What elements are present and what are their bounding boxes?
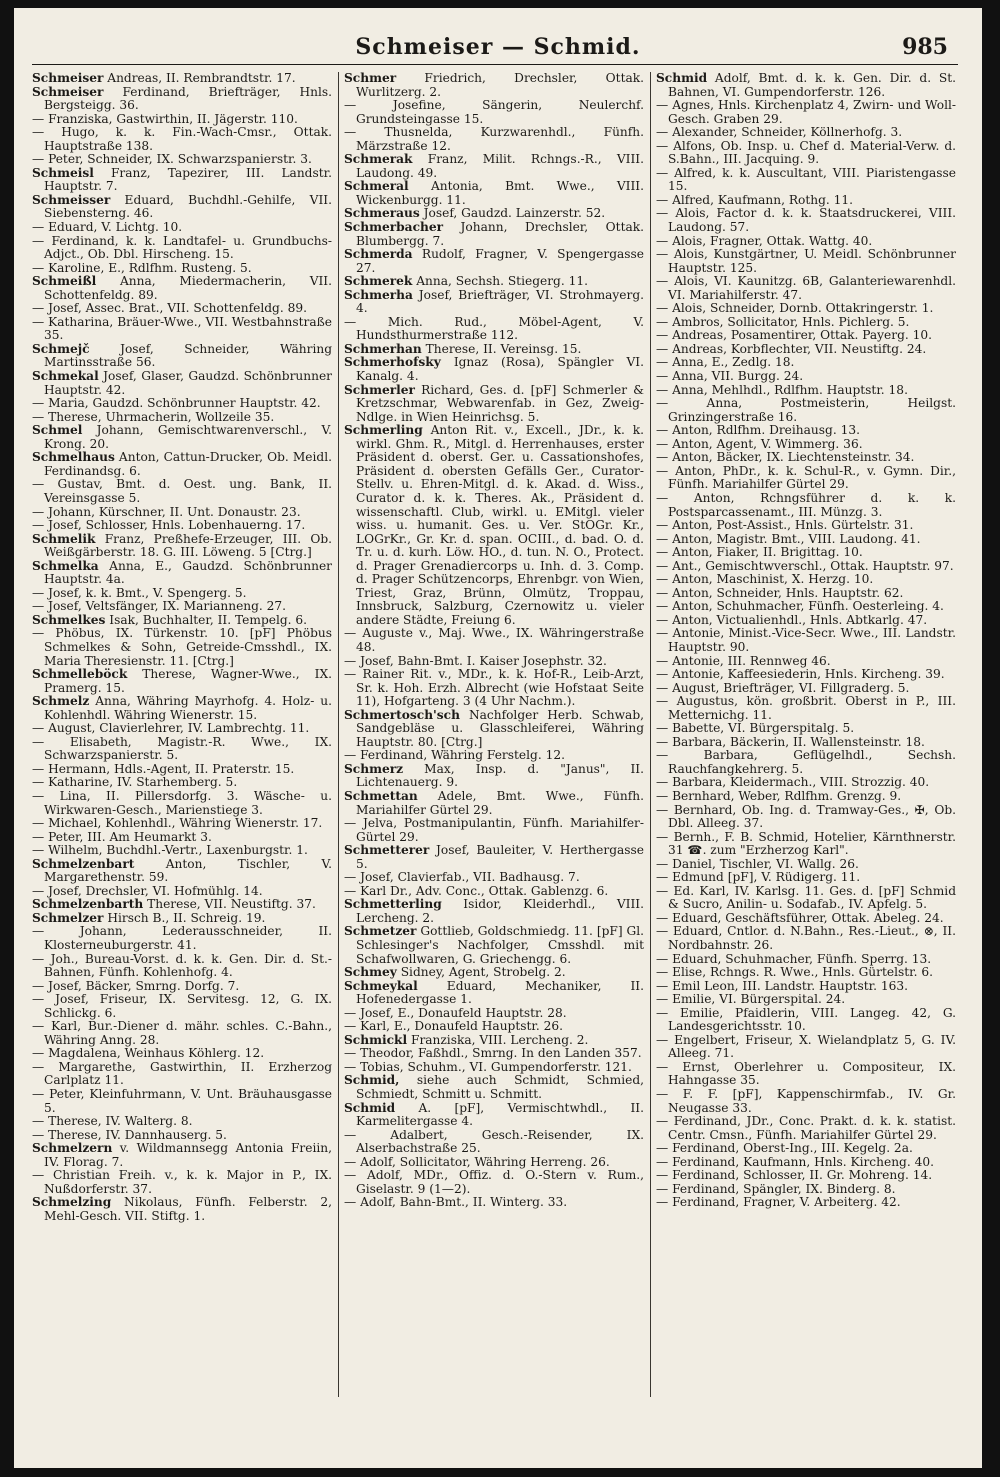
- directory-entry: — Karl, E., Donaufeld Hauptstr. 26.: [344, 1020, 644, 1034]
- directory-entry: Schmerda Rudolf, Fragner, V. Spengergasse 27.: [344, 247, 644, 275]
- directory-entry: Schmelzenbart Anton, Tischler, V. Margarethenstr. 59.: [32, 856, 332, 885]
- directory-entry: — Rainer Rit. v., MDr., k. k. Hof-R., Leib-Arzt, Sr. k. Hoh. Erzh. Albrecht (wie Hofstaat Seite 11), Hofgarteng. 3 (4 Uhr Nachm.).: [344, 668, 644, 709]
- directory-entry: — Josef, Veltsfänger, IX. Marianneng. 27.: [32, 600, 332, 614]
- directory-entry: — Michael, Kohlenhdl., Währing Wienerstr. 17.: [32, 817, 332, 831]
- directory-entry: — Margarethe, Gastwirthin, II. Erzherzog Carlplatz 11.: [32, 1061, 332, 1088]
- surname: Schmid: [344, 1100, 396, 1115]
- directory-entry: — Engelbert, Friseur, X. Wielandplatz 5, G. IV. Alleeg. 71.: [656, 1034, 956, 1061]
- directory-entry: Schmelik Franz, Preßhefe-Erzeuger, III. Ob. Weißgärberstr. 18. G. III. Löweng. 5 [Ctrg.]: [32, 531, 332, 560]
- surname: Schmerz: [344, 761, 404, 776]
- directory-entry: — Adolf, Bahn-Bmt., II. Winterg. 33.: [344, 1196, 644, 1210]
- directory-entry: — Josef, Assec. Brat., VII. Schottenfeldg. 89.: [32, 302, 332, 316]
- directory-entry: Schmeiser Andreas, II. Rembrandtstr. 17.: [32, 71, 296, 85]
- directory-entry: — Wilhelm, Buchdhl.-Vertr., Laxenburgstr. 1.: [32, 844, 332, 858]
- directory-entry: — Bernhard, Ob. Ing. d. Tramway-Ges., ✠, Ob. Dbl. Alleeg. 37.: [656, 804, 956, 831]
- surname: Schmeral: [344, 179, 409, 194]
- directory-entry: — Adalbert, Gesch.-Reisender, IX. Alserbachstraße 25.: [344, 1129, 644, 1156]
- directory-entry: — Eduard, Schuhmacher, Fünfh. Sperrg. 13.: [656, 953, 956, 967]
- directory-entry: — Johann, Kürschner, II. Unt. Donaustr. 23.: [32, 506, 332, 520]
- directory-entry: — Anna, Mehlhdl., Rdlfhm. Hauptstr. 18.: [656, 384, 956, 398]
- directory-entry: — Antonie, Kaffeesiederin, Hnls. Kircheng. 39.: [656, 668, 956, 682]
- directory-entry: — Gustav, Bmt. d. Oest. ung. Bank, II. Vereinsgasse 5.: [32, 478, 332, 505]
- directory-entry: Schmeykal Eduard, Mechaniker, II. Hofenedergasse 1.: [344, 978, 644, 1007]
- directory-entry: Schmelkes Isak, Buchhalter, II. Tempelg. 6.: [32, 612, 308, 627]
- directory-entry: — Elisabeth, Magistr.-R. Wwe., IX. Schwarzspanierstr. 5.: [32, 736, 332, 763]
- directory-entry: — Katharina, Bräuer-Wwe., VII. Westbahnstraße 35.: [32, 316, 332, 343]
- directory-entry: — August, Briefträger, VI. Fillgraderg. 5.: [656, 682, 956, 696]
- surname: Schmettan: [344, 788, 418, 803]
- directory-entry: Schmeißl Anna, Miedermacherin, VII. Schottenfeldg. 89.: [32, 274, 332, 302]
- directory-entry: Schmelhaus Anton, Cattun-Drucker, Ob. Meidl. Ferdinandsg. 6.: [32, 450, 332, 478]
- directory-entry: — Anton, Schuhmacher, Fünfh. Oesterleing. 4.: [656, 600, 956, 614]
- directory-entry: — Anton, PhDr., k. k. Schul-R., v. Gymn. Dir., Fünfh. Mariahilfer Gürtel 29.: [656, 465, 956, 492]
- directory-entry: — Ferdinand, Kaufmann, Hnls. Kircheng. 40.: [656, 1156, 956, 1170]
- directory-entry: Schmelzing Nikolaus, Fünfh. Felberstr. 2, Mehl-Gesch. VII. Stiftg. 1.: [32, 1195, 332, 1223]
- surname: Schmertosch'sch: [344, 707, 460, 722]
- directory-entry: — Emilie, Pfaidlerin, VIII. Langeg. 42, G. Landesgerichtsstr. 10.: [656, 1007, 956, 1034]
- directory-entry: — Alois, Kunstgärtner, U. Meidl. Schönbrunner Hauptstr. 125.: [656, 248, 956, 275]
- directory-entry: Schmerek Anna, Sechsh. Stiegerg. 11.: [344, 274, 588, 289]
- directory-entry: Schmey Sidney, Agent, Strobelg. 2.: [344, 965, 566, 980]
- column-divider: [650, 72, 651, 1397]
- directory-entry: — Ambros, Sollicitator, Hnls. Pichlerg. 5.: [656, 316, 956, 330]
- directory-entry: — August, Clavierlehrer, IV. Lambrechtg. 11.: [32, 722, 332, 736]
- column-left: [32, 72, 332, 1223]
- directory-entry: — Anna, VII. Burgg. 24.: [656, 370, 956, 384]
- surname: Schmelhaus: [32, 450, 115, 465]
- directory-entry: — Josefine, Sängerin, Neulerchf. Grundsteingasse 15.: [344, 99, 644, 126]
- surname: Schmerling: [344, 423, 423, 438]
- directory-entry: — Elise, Rchngs. R. Wwe., Hnls. Gürtelstr. 6.: [656, 966, 956, 980]
- directory-entry: — Anton, Post-Assist., Hnls. Gürtelstr. 31.: [656, 519, 956, 533]
- directory-entry: — Andreas, Posamentirer, Ottak. Payerg. 10.: [656, 329, 956, 343]
- directory-entry: — Ferdinand, Schlosser, II. Gr. Mohreng. 14.: [656, 1169, 956, 1183]
- directory-entry: — Ferdinand, Währing Ferstelg. 12.: [344, 749, 644, 763]
- directory-entry: — Ant., Gemischtwverschl., Ottak. Hauptstr. 97.: [656, 560, 956, 574]
- surname: Schmid: [656, 71, 708, 85]
- running-title: Schmeiser — Schmid.: [355, 34, 641, 60]
- surname: Schmetterer: [344, 843, 430, 858]
- directory-entry: Schmelz Anna, Währing Mayrhofg. 4. Holz- u. Kohlenhdl. Währing Wienerstr. 15.: [32, 694, 332, 722]
- directory-entry: — Anna, Postmeisterin, Heilgst. Grinzingerstraße 16.: [656, 397, 956, 424]
- directory-entry: — Ferdinand, Fragner, V. Arbeiterg. 42.: [656, 1196, 956, 1210]
- directory-entry: — Christian Freih. v., k. k. Major in P., IX. Nußdorferstr. 37.: [32, 1169, 332, 1196]
- surname: Schmerak: [344, 152, 413, 167]
- directory-entry: — Peter, III. Am Heumarkt 3.: [32, 831, 332, 845]
- directory-entry: — Auguste v., Maj. Wwe., IX. Währingerstraße 48.: [344, 627, 644, 654]
- directory-entry: Schmid Adolf, Bmt. d. k. k. Gen. Dir. d. St. Bahnen, VI. Gumpendorferstr. 126.: [656, 71, 956, 99]
- directory-page: [14, 8, 982, 1468]
- surname: Schmerhofsky: [344, 355, 441, 370]
- column-right: [656, 72, 956, 1210]
- surname: Schmid,: [344, 1073, 400, 1088]
- directory-entry: — Anton, Bäcker, IX. Liechtensteinstr. 34.: [656, 451, 956, 465]
- directory-entry: — Josef, Bahn-Bmt. I. Kaiser Josephstr. 32.: [344, 655, 644, 669]
- directory-entry: — Eduard, V. Lichtg. 10.: [32, 221, 332, 235]
- surname: Schmeisl: [32, 165, 94, 180]
- directory-entry: — Ferdinand, k. k. Landtafel- u. Grundbuchs-Adjct., Ob. Dbl. Hirscheng. 15.: [32, 235, 332, 262]
- directory-entry: Schmeisl Franz, Tapezirer, III. Landstr. Hauptstr. 7.: [32, 165, 332, 194]
- column-middle: [344, 72, 644, 1210]
- directory-entry: — Therese, IV. Dannhauserg. 5.: [32, 1129, 332, 1143]
- surname: Schmelzern: [32, 1141, 113, 1156]
- directory-entry: — Emilie, VI. Bürgerspital. 24.: [656, 993, 956, 1007]
- directory-entry: — Bernh., F. B. Schmid, Hotelier, Kärnthnerstr. 31 ☎. zum "Erzherzog Karl".: [656, 831, 956, 858]
- directory-entry: — Alfred, Kaufmann, Rothg. 11.: [656, 194, 956, 208]
- directory-entry: — Josef, Friseur, IX. Servitesg. 12, G. IX. Schlickg. 6.: [32, 993, 332, 1020]
- surname: Schmer: [344, 71, 397, 85]
- directory-entry: — Magdalena, Weinhaus Köhlerg. 12.: [32, 1047, 332, 1061]
- directory-entry: — Edmund [pF], V. Rüdigerg. 11.: [656, 871, 956, 885]
- directory-entry: — Jelva, Postmanipulantin, Fünfh. Mariahilfer-Gürtel 29.: [344, 817, 644, 844]
- column-divider: [338, 72, 339, 1397]
- directory-entry: Schmerbacher Johann, Drechsler, Ottak. Blumbergg. 7.: [344, 220, 644, 248]
- directory-entry: Schmickl Franziska, VIII. Lercheng. 2.: [344, 1032, 589, 1047]
- directory-entry: — Ferdinand, Oberst-Ing., III. Kegelg. 2a.: [656, 1142, 956, 1156]
- surname: Schmerbacher: [344, 220, 444, 235]
- directory-entry: — Johann, Lederausschneider, II. Klosterneuburgerstr. 41.: [32, 925, 332, 952]
- directory-entry: — Adolf, MDr., Offiz. d. O.-Stern v. Rum., Giselastr. 9 (1—2).: [344, 1169, 644, 1196]
- directory-entry: — Anton, Agent, V. Wimmerg. 36.: [656, 438, 956, 452]
- surname: Schmelz: [32, 694, 90, 709]
- directory-entry: Schmerha Josef, Briefträger, VI. Strohmayerg. 4.: [344, 287, 644, 316]
- directory-entry: Schmettan Adele, Bmt. Wwe., Fünfh. Mariahilfer Gürtel 29.: [344, 788, 644, 817]
- directory-entry: Schmetterling Isidor, Kleiderhdl., VIII. Lercheng. 2.: [344, 897, 644, 925]
- directory-entry: — Alexander, Schneider, Köllnerhofg. 3.: [656, 126, 956, 140]
- directory-entry: Schmerak Franz, Milit. Rchngs.-R., VIII. Laudong. 49.: [344, 152, 644, 180]
- surname: Schmetterling: [344, 897, 442, 912]
- directory-entry: — Alois, Fragner, Ottak. Wattg. 40.: [656, 235, 956, 249]
- directory-entry: — Peter, Schneider, IX. Schwarzspanierstr. 3.: [32, 153, 332, 167]
- directory-entry: — Agnes, Hnls. Kirchenplatz 4, Zwirn- und Woll-Gesch. Graben 29.: [656, 99, 956, 126]
- surname: Schmekal: [32, 369, 99, 384]
- surname: Schmelkes: [32, 612, 106, 627]
- directory-entry: — Bernhard, Weber, Rdlfhm. Grenzg. 9.: [656, 790, 956, 804]
- directory-entry: — Josef, E., Donaufeld Hauptstr. 28.: [344, 1007, 644, 1021]
- directory-entry: — Joh., Bureau-Vorst. d. k. k. Gen. Dir. d. St.-Bahnen, Fünfh. Kohlenhofg. 4.: [32, 953, 332, 980]
- surname: Schmelzenbarth: [32, 897, 144, 912]
- directory-entry: — Daniel, Tischler, VI. Wallg. 26.: [656, 858, 956, 872]
- directory-entry: — Maria, Gaudzd. Schönbrunner Hauptstr. 42.: [32, 397, 332, 411]
- directory-entry: — Eduard, Geschäftsführer, Ottak. Abeleg. 24.: [656, 912, 956, 926]
- directory-entry: — Eduard, Cntlor. d. N.Bahn., Res.-Lieut., ⊗, II. Nordbahnstr. 26.: [656, 925, 956, 952]
- directory-entry: — Phöbus, IX. Türkenstr. 10. [pF] Phöbus Schmelkes & Sohn, Getreide-Cmsshdl., IX. Maria Theresienstr. 11. [Ctrg.]: [32, 627, 332, 668]
- directory-entry: — Ernst, Oberlehrer u. Compositeur, IX. Hahngasse 35.: [656, 1061, 956, 1088]
- directory-entry: Schmekal Josef, Glaser, Gaudzd. Schönbrunner Hauptstr. 42.: [32, 369, 332, 397]
- directory-entry: — Peter, Kleinfuhrmann, V. Unt. Bräuhausgasse 5.: [32, 1088, 332, 1115]
- directory-entry: — Tobias, Schuhm., VI. Gumpendorferstr. 121.: [344, 1061, 644, 1075]
- directory-entry: — Josef, Bäcker, Smrng. Dorfg. 7.: [32, 980, 332, 994]
- surname: Schmelleböck: [32, 667, 128, 682]
- directory-entry: — Therese, IV. Walterg. 8.: [32, 1115, 332, 1129]
- directory-entry: Schmelzer Hirsch B., II. Schreig. 19.: [32, 910, 266, 925]
- surname: Schmelik: [32, 531, 96, 546]
- directory-entry: — Anton, Schneider, Hnls. Hauptstr. 62.: [656, 587, 956, 601]
- directory-entry: — Barbara, Kleidermach., VIII. Strozzig. 40.: [656, 776, 956, 790]
- directory-entry: — Hermann, Hdls.-Agent, II. Praterstr. 15.: [32, 763, 332, 777]
- directory-entry: Schmeraus Josef, Gaudzd. Lainzerstr. 52.: [344, 206, 606, 221]
- directory-entry: — F. F. [pF], Kappenschirmfab., IV. Gr. Neugasse 33.: [656, 1088, 956, 1115]
- directory-entry: Schmerling Anton Rit. v., Excell., JDr., k. k. wirkl. Ghm. R., Mitgl. d. Herrenhauses, erster Präsident d. oberst. Ger. u. Cassationshofes, Präsident d. obersten Gefälls Ger., Curator-Stellv. u. Ehren-Mitgl. d. k. Akad. d. Wiss., Curator d. k. k. Theres. Ak., Präsident d. wissenschaftl. Club, wirkl. u. EMitgl. vieler wiss. u. humanit. Ges. u. Ver. StOGr. Kr., LOGrKr., Gr. Kr. d. span. OCIII., d. bad. O. d. Tr. u. d. kurh. Löw. HO., d. tun. N. O., Protect. d. Prager Grenadiercorps u. Inh. d. 3. Comp. d. Prager Schützencorps, Ehrenbgr. von Wien, Triest, Graz, Brünn, Olmütz, Troppau, Innsbruck, Salzburg, Czernowitz u. vieler andere Städte, Freiung 6.: [344, 423, 644, 627]
- directory-entry: Schmetzer Gottlieb, Goldschmiedg. 11. [pF] Gl. Schlesinger's Nachfolger, Cmsshdl. mit Schafwollwaren, G. Griechengg. 6.: [344, 924, 644, 966]
- directory-entry: — Thusnelda, Kurzwarenhdl., Fünfh. Märzstraße 12.: [344, 126, 644, 153]
- directory-entry: — Alois, VI. Kaunitzg. 6B, Galanteriewarenhdl. VI. Mariahilferstr. 47.: [656, 275, 956, 302]
- directory-entry: — Mich. Rud., Möbel-Agent, V. Hundsthurmerstraße 112.: [344, 316, 644, 343]
- directory-entry: — Anton, Rdlfhm. Dreihausg. 13.: [656, 424, 956, 438]
- directory-entry: Schmeisser Eduard, Buchdhl.-Gehilfe, VII. Siebensterng. 46.: [32, 192, 332, 221]
- directory-entry: Schmel Johann, Gemischtwarenverschl., V. Krong. 20.: [32, 423, 332, 451]
- surname: Schmey: [344, 965, 397, 980]
- directory-entry: Schmelzenbarth Therese, VII. Neustiftg. 37.: [32, 897, 316, 912]
- directory-entry: — Emil Leon, III. Landstr. Hauptstr. 163.: [656, 980, 956, 994]
- directory-entry: — Anna, E., Zedlg. 18.: [656, 356, 956, 370]
- directory-entry: — Josef, Drechsler, VI. Hofmühlg. 14.: [32, 885, 332, 899]
- directory-entry: Schmid A. [pF], Vermischtwhdl., II. Karmelitergasse 4.: [344, 1100, 644, 1129]
- directory-entry: — Barbara, Bäckerin, II. Wallensteinstr. 18.: [656, 736, 956, 750]
- surname: Schmerler: [344, 382, 415, 397]
- surname: Schmerda: [344, 247, 413, 262]
- directory-entry: — Ferdinand, Spängler, IX. Binderg. 8.: [656, 1183, 956, 1197]
- directory-entry: Schmid, siehe auch Schmidt, Schmied, Schmiedt, Schmitt u. Schmitt.: [344, 1073, 644, 1102]
- directory-entry: — Alois, Schneider, Dornb. Ottakringerstr. 1.: [656, 302, 956, 316]
- page-header: [14, 34, 982, 60]
- surname: Schmickl: [344, 1032, 408, 1047]
- directory-entry: — Lina, II. Pillersdorfg. 3. Wäsche- u. Wirkwaren-Gesch., Marienstiege 3.: [32, 790, 332, 817]
- surname: Schmerek: [344, 274, 413, 289]
- directory-entry: Schmelzern v. Wildmannsegg Antonia Freiin, IV. Florag. 7.: [32, 1141, 332, 1169]
- directory-entry: — Ferdinand, JDr., Conc. Prakt. d. k. k. statist. Centr. Cmsn., Fünfh. Mariahilfer Gürtel 29.: [656, 1115, 956, 1142]
- directory-entry: — Anton, Magistr. Bmt., VIII. Laudong. 41.: [656, 533, 956, 547]
- directory-entry: Schmerler Richard, Ges. d. [pF] Schmerler & Kretzschmar, Webwarenfab. in Gez, Zweig-Ndlge. in Wien Heinrichsg. 5.: [344, 382, 644, 424]
- header-rule: [32, 64, 958, 65]
- directory-entry: Schmerhofsky Ignaz (Rosa), Spängler VI. Kanalg. 4.: [344, 355, 644, 384]
- directory-entry: — Anton, Rchngsführer d. k. k. Postsparcassenamt., III. Münzg. 3.: [656, 492, 956, 519]
- directory-entry: — Karoline, E., Rdlfhm. Rusteng. 5.: [32, 262, 332, 276]
- directory-entry: — Karl Dr., Adv. Conc., Ottak. Gablenzg. 6.: [344, 885, 644, 899]
- directory-entry: Schmeiser Ferdinand, Briefträger, Hnls. Bergsteigg. 36.: [32, 84, 332, 113]
- directory-entry: — Antonie, III. Rennweg 46.: [656, 655, 956, 669]
- directory-entry: — Anton, Fiaker, II. Brigittag. 10.: [656, 546, 956, 560]
- surname: Schmejč: [32, 341, 90, 356]
- directory-entry: — Ed. Karl, IV. Karlsg. 11. Ges. d. [pF] Schmid & Sucro, Anilin- u. Sodafab., IV. Apfelg. 5.: [656, 885, 956, 912]
- directory-entry: — Barbara, Geflügelhdl., Sechsh. Rauchfangkehrerg. 5.: [656, 749, 956, 776]
- surname: Schmetzer: [344, 924, 417, 939]
- directory-entry: — Andreas, Korbflechter, VII. Neustiftg. 24.: [656, 343, 956, 357]
- directory-entry: — Adolf, Sollicitator, Währing Herreng. 26.: [344, 1156, 644, 1170]
- directory-entry: — Augustus, kön. großbrit. Oberst in P., III. Metternichg. 11.: [656, 695, 956, 722]
- directory-entry: Schmelka Anna, E., Gaudzd. Schönbrunner Hauptstr. 4a.: [32, 558, 332, 587]
- surname: Schmel: [32, 423, 83, 438]
- surname: Schmeraus: [344, 206, 420, 221]
- directory-entry: — Alfred, k. k. Auscultant, VIII. Piaristengasse 15.: [656, 167, 956, 194]
- directory-entry: Schmerhan Therese, II. Vereinsg. 15.: [344, 341, 582, 356]
- directory-entry: — Josef, Clavierfab., VII. Badhausg. 7.: [344, 871, 644, 885]
- surname: Schmelzing: [32, 1195, 112, 1210]
- directory-entry: — Karl, Bur.-Diener d. mähr. schles. C.-Bahn., Währing Anng. 28.: [32, 1020, 332, 1047]
- directory-entry: Schmertosch'sch Nachfolger Herb. Schwab, Sandgebläse u. Glasschleiferei, Währing Hauptstr. 80. [Ctrg.]: [344, 707, 644, 749]
- surname: Schmelka: [32, 558, 99, 573]
- directory-entry: Schmerz Max, Insp. d. "Janus", II. Lichtenauerg. 9.: [344, 761, 644, 790]
- surname: Schmeykal: [344, 978, 418, 993]
- surname: Schmerha: [344, 287, 413, 302]
- directory-entry: — Josef, k. k. Bmt., V. Spengerg. 5.: [32, 587, 332, 601]
- directory-entry: — Theodor, Faßhdl., Smrng. In den Landen 357.: [344, 1047, 644, 1061]
- directory-entry: — Therese, Uhrmacherin, Wollzeile 35.: [32, 411, 332, 425]
- directory-entry: Schmer Friedrich, Drechsler, Ottak. Wurlitzerg. 2.: [344, 71, 644, 99]
- directory-entry: — Antonie, Minist.-Vice-Secr. Wwe., III. Landstr. Hauptstr. 90.: [656, 627, 956, 654]
- surname: Schmeißl: [32, 274, 97, 289]
- surname: Schmelzer: [32, 910, 104, 925]
- directory-entry: Schmelleböck Therese, Wagner-Wwe., IX. Pramerg. 15.: [32, 667, 332, 695]
- surname: Schmeiser: [32, 84, 104, 99]
- directory-entry: — Alois, Factor d. k. k. Staatsdruckerei, VIII. Laudong. 57.: [656, 207, 956, 234]
- directory-entry: — Hugo, k. k. Fin.-Wach-Cmsr., Ottak. Hauptstraße 138.: [32, 126, 332, 153]
- directory-entry: — Katharine, IV. Starhemberg. 5.: [32, 776, 332, 790]
- directory-entry: Schmetterer Josef, Bauleiter, V. Herthergasse 5.: [344, 843, 644, 871]
- surname: Schmeisser: [32, 192, 111, 207]
- directory-entry: — Anton, Maschinist, X. Herzg. 10.: [656, 573, 956, 587]
- directory-entry: — Alfons, Ob. Insp. u. Chef d. Material-Verw. d. S.Bahn., III. Jacquing. 9.: [656, 140, 956, 167]
- surname: Schmerhan: [344, 341, 422, 356]
- directory-entry: — Anton, Victualienhdl., Hnls. Abtkarlg. 47.: [656, 614, 956, 628]
- surname: Schmelzenbart: [32, 856, 135, 871]
- directory-entry: Schmeral Antonia, Bmt. Wwe., VIII. Wickenburgg. 11.: [344, 179, 644, 207]
- directory-entry: — Franziska, Gastwirthin, II. Jägerstr. 110.: [32, 113, 332, 127]
- page-number: 985: [902, 34, 948, 60]
- directory-entry: — Babette, VI. Bürgerspitalg. 5.: [656, 722, 956, 736]
- surname: Schmeiser: [32, 71, 104, 85]
- directory-entry: — Josef, Schlosser, Hnls. Lobenhauerng. 17.: [32, 519, 332, 533]
- directory-entry: Schmejč Josef, Schneider, Währing Martinsstraße 56.: [32, 341, 332, 370]
